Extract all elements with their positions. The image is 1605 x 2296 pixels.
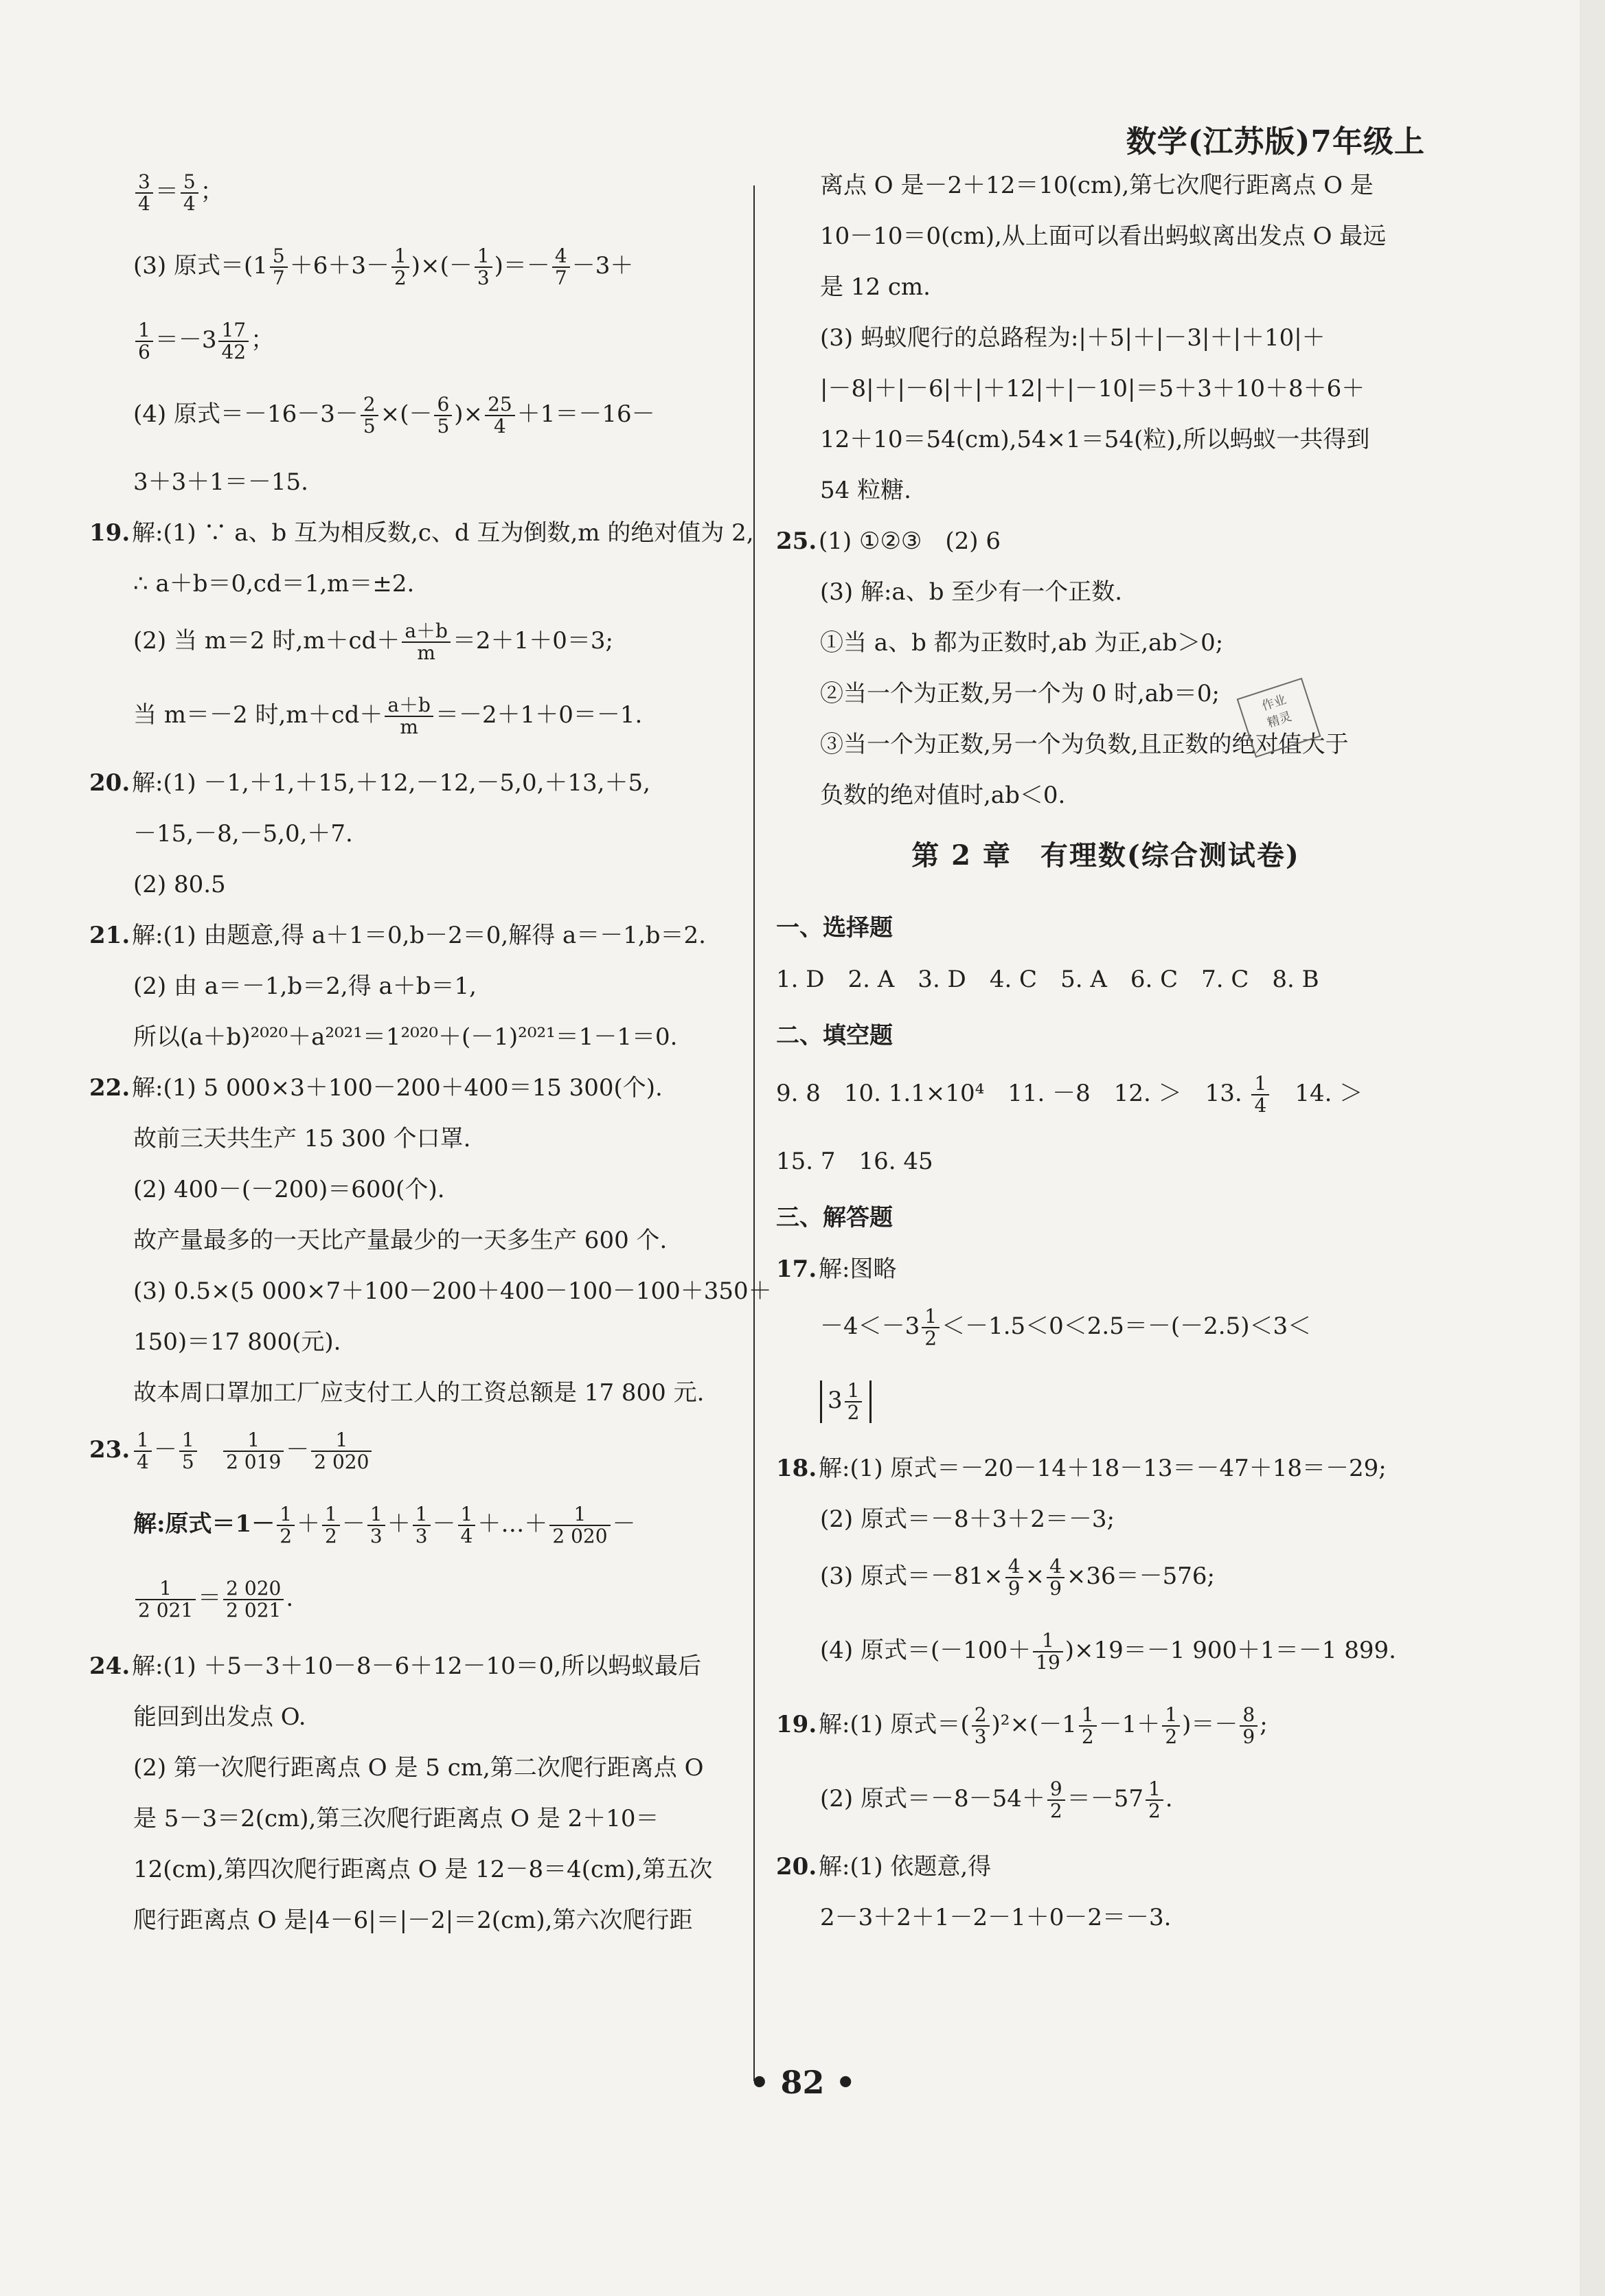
fraction: $\frac{5}{7}$	[270, 246, 288, 288]
answer-line: 54 粒糖.	[820, 477, 911, 504]
question-24: 24.解:(1) ＋5－3＋10－8－6＋12－10＝0,所以蚂蚁最后	[89, 1652, 702, 1680]
answer-line: 10－10＝0(cm),从上面可以看出蚂蚁离出发点 O 最远	[820, 223, 1387, 250]
question-25: 25.(1) ①②③ (2) 6	[776, 527, 1001, 555]
fraction: $\frac{1}{2}$	[391, 246, 409, 288]
fraction: $\frac{1}{5}$	[179, 1430, 197, 1473]
answer-line: $\frac{3}{4}$ ＝ $\frac{5}{4}$ ；	[89, 172, 728, 214]
question-18: 18.解:(1) 原式＝－20－14＋18－13＝－47＋18＝－29;	[776, 1455, 1387, 1482]
fraction: $\frac{a+b}{m}$	[402, 621, 451, 663]
question-20: 20.解:(1) －1,＋1,＋15,＋12,－12,－5,0,＋13,＋5,	[89, 769, 650, 797]
right-column	[776, 172, 1435, 1955]
fraction: $\frac{4}{7}$	[552, 246, 570, 288]
fraction: $\frac{1}{2}$	[1162, 1705, 1180, 1747]
answer-line: (2) 由 a＝－1,b＝2,得 a＋b＝1,	[133, 973, 477, 1000]
answer-line: $\frac{1}{6}$ ＝－3 $\frac{17}{42}$ ；	[89, 320, 728, 363]
fraction: $\frac{25}{4}$	[485, 394, 515, 437]
absolute-value: 3 $\frac{1}{2}$	[820, 1380, 872, 1423]
answer-line: (3) 0.5×(5 000×7＋100－200＋400－100－100＋350＋	[133, 1277, 772, 1305]
fraction: $\frac{8}{9}$	[1240, 1705, 1257, 1747]
answer-line: －15,－8,－5,0,＋7.	[133, 820, 353, 848]
page-edge	[1580, 0, 1605, 2296]
answer-line: (3) 原式＝－81× $\frac{4}{9}$ × $\frac{4}{9}$ ×36＝－576;	[820, 1555, 1215, 1600]
fraction: $\frac{1}{4}$	[458, 1504, 476, 1547]
fraction: $\frac{1}{3}$	[367, 1504, 385, 1547]
answer-line: $\frac{1}{2 021}$ ＝ $\frac{2 020}{2 021}$ .	[89, 1578, 728, 1621]
answer-line: ①当 a、b 都为正数时,ab 为正,ab＞0;	[820, 629, 1224, 657]
fraction: $\frac{2 020}{2 021}$	[223, 1578, 284, 1621]
column-divider	[753, 185, 755, 2081]
fraction: $\frac{1}{2}$	[322, 1504, 340, 1547]
chapter-title: 第 2 章 有理数(综合测试卷)	[911, 839, 1300, 872]
question-17: 17.解:图略	[776, 1255, 897, 1283]
left-column	[89, 170, 772, 1957]
section-heading: 二、填空题	[776, 1022, 893, 1049]
answer-line: (3) 蚂蚁爬行的总路程为:|＋5|＋|－3|＋|＋10|＋	[820, 324, 1325, 352]
fraction: $\frac{1}{2}$	[1146, 1779, 1163, 1821]
question-19: 19.解:(1) ∵ a、b 互为相反数,c、d 互为倒数,m 的绝对值为 2,	[89, 519, 754, 547]
fraction: $\frac{6}{5}$	[434, 394, 452, 437]
page-header-title: 数学(江苏版)7年级上	[1126, 124, 1425, 159]
answer-line: ③当一个为正数,另一个为负数,且正数的绝对值大于	[820, 731, 1349, 758]
answer-line: 15. 7 16. 45	[776, 1148, 933, 1175]
fraction: $\frac{1}{2 020}$	[311, 1430, 372, 1473]
answer-line: (4) 原式＝－16－3－ $\frac{2}{5}$ ×(－ $\frac{6}{5}$ )× $\frac{25}{4}$ ＋1＝－16－	[133, 393, 655, 437]
fraction: $\frac{1}{2}$	[277, 1504, 295, 1547]
answer-line: (4) 原式＝(－100＋ $\frac{1}{19}$ )×19＝－1 900＋1＝－1 899.	[820, 1629, 1396, 1674]
fraction: $\frac{2}{3}$	[972, 1705, 990, 1747]
fraction: $\frac{17}{42}$	[218, 320, 249, 363]
answer-line: (2) 当 m＝2 时,m＋cd＋ $\frac{a+b}{m}$ ＝2＋1＋0＝3;	[133, 620, 613, 664]
fraction: $\frac{1}{2 019}$	[223, 1430, 284, 1473]
fraction: $\frac{1}{3}$	[475, 246, 492, 288]
answer-line: －4＜－3 $\frac{1}{2}$ ＜－1.5＜0＜2.5＝－(－2.5)＜3＜	[820, 1305, 1312, 1350]
answer-line: 12＋10＝54(cm),54×1＝54(粒),所以蚂蚁一共得到	[820, 426, 1370, 453]
answer-line: 故前三天共生产 15 300 个口罩.	[133, 1125, 471, 1152]
answer-line: (2) 原式＝－8＋3＋2＝－3;	[820, 1505, 1115, 1533]
fraction: $\frac{3}{4}$	[135, 172, 153, 214]
fraction: $\frac{1}{2 021}$	[135, 1578, 196, 1621]
answer-line: (2) 原式＝－8－54＋ $\frac{9}{2}$ ＝－57 $\frac{1}{2}$ .	[820, 1777, 1173, 1822]
fraction: $\frac{1}{6}$	[135, 320, 153, 363]
fraction: $\frac{1}{2}$	[1079, 1705, 1097, 1747]
answer-line: 是 5－3＝2(cm),第三次爬行距离点 O 是 2＋10＝	[133, 1805, 659, 1832]
question-20: 20.解:(1) 依题意,得	[776, 1853, 992, 1880]
section-heading: 三、解答题	[776, 1204, 893, 1231]
fraction: $\frac{1}{4}$	[134, 1430, 152, 1473]
answer-line: (2) 80.5	[133, 871, 226, 898]
question-22: 22.解:(1) 5 000×3＋100－200＋400＝15 300(个).	[89, 1074, 663, 1102]
fraction: $\frac{1}{19}$	[1033, 1630, 1063, 1673]
fraction: $\frac{5}{4}$	[181, 172, 198, 214]
answer-line: |－8|＋|－6|＋|＋12|＋|－10|＝5＋3＋10＋8＋6＋	[820, 375, 1365, 402]
answer-line: ∴ a＋b＝0,cd＝1,m＝±2.	[133, 570, 415, 598]
answer-line: ②当一个为正数,另一个为 0 时,ab＝0;	[820, 680, 1220, 707]
answer-line: 解:原式＝1－ $\frac{1}{2}$ ＋ $\frac{1}{2}$ － $\frac{1}{3}$ ＋ $\frac{1}{3}$ － $\frac{1}{4}$ ＋…＋ $\frac{1}{2 020}$ －	[133, 1503, 636, 1547]
answer-line: 爬行距离点 O 是|4－6|＝|－2|＝2(cm),第六次爬行距	[133, 1907, 693, 1934]
answer-line: 150)＝17 800(元).	[133, 1328, 341, 1356]
question-21: 21.解:(1) 由题意,得 a＋1＝0,b－2＝0,解得 a＝－1,b＝2.	[89, 922, 706, 949]
section-heading: 一、选择题	[776, 914, 893, 942]
fraction: $\frac{1}{2}$	[845, 1380, 863, 1423]
fraction: $\frac{4}{9}$	[1047, 1556, 1065, 1599]
page-number: • 82 •	[749, 2064, 856, 2101]
fraction: $\frac{1}{3}$	[413, 1504, 431, 1547]
fraction: $\frac{1}{4}$	[1251, 1073, 1269, 1116]
question-19: 19.解:(1) 原式＝( $\frac{2}{3}$ )²×(－1 $\frac{1}{2}$ －1＋ $\frac{1}{2}$ )＝－ $\frac{8}{9}$ ;	[776, 1703, 1268, 1748]
answer-line: 12(cm),第四次爬行距离点 O 是 12－8＝4(cm),第五次	[133, 1856, 713, 1883]
fraction: $\frac{4}{9}$	[1005, 1556, 1023, 1599]
question-23: 23. $\frac{1}{4}$ － $\frac{1}{5}$ $\frac{1}{2 019}$ － $\frac{1}{2 020}$	[89, 1430, 728, 1473]
answer-line: 2－3＋2＋1－2－1＋0－2＝－3.	[820, 1904, 1172, 1931]
answer-line: 1. D 2. A 3. D 4. C 5. A 6. C 7. C 8. B	[776, 966, 1319, 993]
fraction: $\frac{1}{2}$	[922, 1306, 940, 1349]
fraction: $\frac{2}{5}$	[361, 394, 378, 437]
answer-line: (2) 第一次爬行距离点 O 是 5 cm,第二次爬行距离点 O	[133, 1754, 704, 1782]
answer-line: 所以(a＋b)²⁰²⁰＋a²⁰²¹＝1²⁰²⁰＋(－1)²⁰²¹＝1－1＝0.	[133, 1023, 678, 1051]
answer-line: 负数的绝对值时,ab＜0.	[820, 782, 1066, 809]
answer-line: 9. 8 10. 1.1×10⁴ 11. －8 12. ＞ 13. $\frac{1}{4}$ 14. ＞	[776, 1072, 1363, 1117]
answer-line: 能回到出发点 O.	[133, 1703, 306, 1731]
answer-line: 故产量最多的一天比产量最少的一天多生产 600 个.	[133, 1227, 668, 1254]
answer-line: (2) 400－(－200)＝600(个).	[133, 1176, 445, 1203]
answer-line: (3) 原式＝(1 $\frac{5}{7}$ ＋6＋3－ $\frac{1}{2}$ )×(－ $\frac{1}{3}$ )＝－ $\frac{4}{7}$ －3＋	[133, 245, 634, 289]
answer-line: 当 m＝－2 时,m＋cd＋ $\frac{a+b}{m}$ ＝－2＋1＋0＝－1.	[133, 694, 643, 738]
answer-line: 离点 O 是－2＋12＝10(cm),第七次爬行距离点 O 是	[820, 172, 1374, 199]
fraction: $\frac{9}{2}$	[1047, 1779, 1065, 1821]
fraction: $\frac{a+b}{m}$	[385, 695, 433, 738]
answer-line: (3) 解:a、b 至少有一个正数.	[820, 578, 1123, 606]
answer-line: 3＋3＋1＝－15.	[133, 468, 308, 496]
watermark-stamp: 作业 精灵	[1237, 678, 1321, 758]
answer-line	[776, 1380, 1435, 1423]
answer-line: 故本周口罩加工厂应支付工人的工资总额是 17 800 元.	[133, 1379, 705, 1407]
answer-line: 是 12 cm.	[820, 273, 931, 301]
fraction: $\frac{1}{2 020}$	[549, 1504, 610, 1547]
